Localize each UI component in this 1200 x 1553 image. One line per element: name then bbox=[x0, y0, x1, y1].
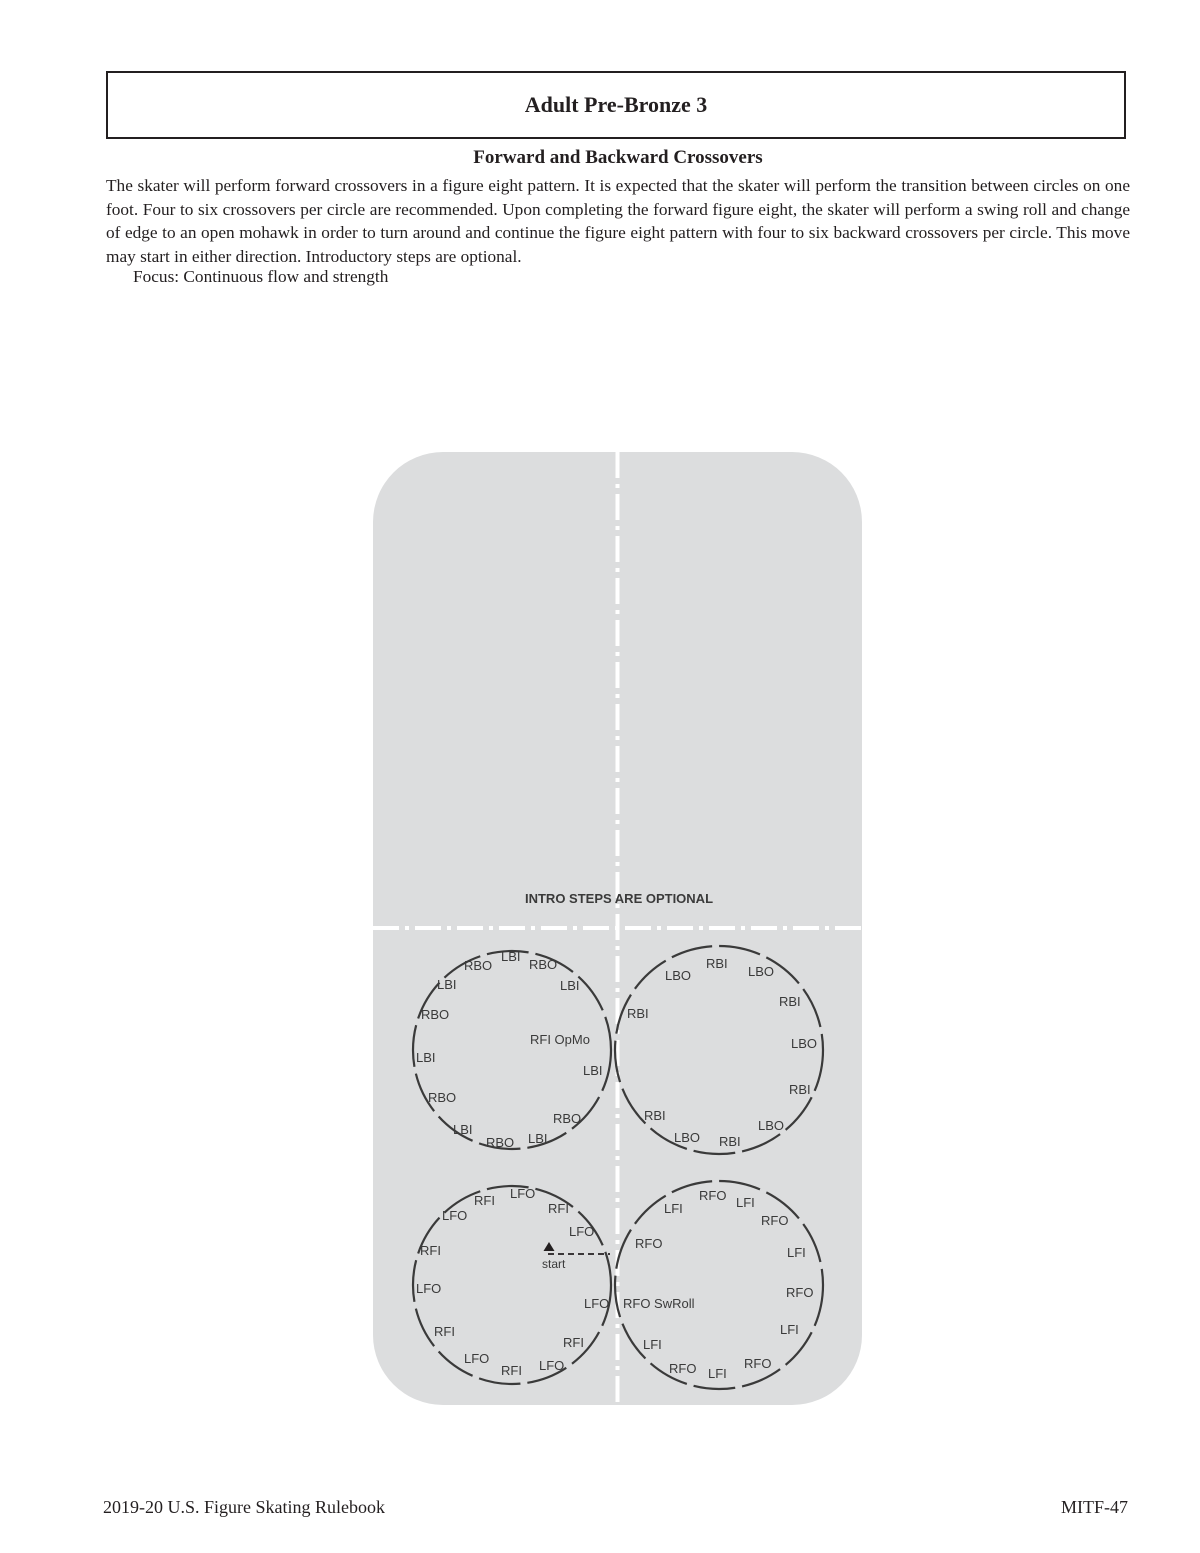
edge-label: LBO bbox=[758, 1118, 785, 1133]
edge-label: LFI bbox=[787, 1245, 806, 1260]
edge-label: RFO bbox=[761, 1213, 789, 1228]
footer-rulebook: 2019-20 U.S. Figure Skating Rulebook bbox=[103, 1497, 385, 1517]
edge-label: LFO bbox=[584, 1296, 610, 1311]
edge-label: RFI bbox=[501, 1363, 522, 1378]
footer-page-number: MITF-47 bbox=[1061, 1497, 1128, 1517]
edge-label: LBO bbox=[748, 964, 775, 979]
edge-label: LFI bbox=[780, 1322, 799, 1337]
edge-label: LBO bbox=[674, 1130, 701, 1145]
edge-label: LBI bbox=[560, 978, 580, 993]
edge-label: LFO bbox=[539, 1358, 565, 1373]
edge-label: RBO bbox=[428, 1090, 457, 1105]
edge-label: LFI bbox=[708, 1366, 727, 1381]
edge-label: LBO bbox=[791, 1036, 818, 1051]
edge-label: RBI bbox=[719, 1134, 741, 1149]
page-title: Adult Pre-Bronze 3 bbox=[524, 92, 708, 117]
edge-label: LFO bbox=[464, 1351, 490, 1366]
edge-label: RFI bbox=[563, 1335, 584, 1350]
edge-label: RFI bbox=[434, 1324, 455, 1339]
edge-label: LBI bbox=[416, 1050, 436, 1065]
edge-label: RBI bbox=[779, 994, 801, 1009]
edge-label: RFO bbox=[635, 1236, 663, 1251]
edge-label: RBO bbox=[421, 1007, 450, 1022]
edge-label: LBO bbox=[665, 968, 692, 983]
edge-label: LFI bbox=[664, 1201, 683, 1216]
edge-label: LFO bbox=[569, 1224, 595, 1239]
edge-label: RFO bbox=[699, 1188, 727, 1203]
edge-label: RBO bbox=[464, 958, 493, 973]
edge-label: LBI bbox=[528, 1131, 548, 1146]
edge-label: LBI bbox=[437, 977, 457, 992]
edge-label: RFO bbox=[744, 1356, 772, 1371]
edge-label: RFO SwRoll bbox=[623, 1296, 695, 1311]
edge-label: RFO bbox=[669, 1361, 697, 1376]
edge-label: RBO bbox=[553, 1111, 582, 1126]
edge-label: RFI bbox=[474, 1193, 495, 1208]
edge-label: RBO bbox=[486, 1135, 515, 1150]
edge-label: RFI bbox=[420, 1243, 441, 1258]
section-heading: Forward and Backward Crossovers bbox=[473, 147, 763, 168]
edge-label: LFO bbox=[442, 1208, 468, 1223]
edge-label: RBO bbox=[529, 957, 558, 972]
edge-label: LBI bbox=[453, 1122, 473, 1137]
edge-label: LBI bbox=[501, 949, 521, 964]
edge-label: LFI bbox=[736, 1195, 755, 1210]
edge-label: RBI bbox=[706, 956, 728, 971]
description-paragraph: The skater will perform forward crossovers in a figure eight pattern. It is expected that the skater will perform the transition between circles on one foot. Four to six crossovers per circle are recommended. Upon completing the forward figure eight, the skater will perform a swing roll and change of edge to an open mohawk in order to turn around and continue the figure eight pattern with four to six backward crossovers per circle. This move may start in either direction. Introductory steps are optional. bbox=[106, 176, 1130, 266]
focus-line: Focus: Continuous flow and strength bbox=[133, 267, 389, 286]
edge-label: RBI bbox=[789, 1082, 811, 1097]
edge-label: LFI bbox=[643, 1337, 662, 1352]
edge-label: LFO bbox=[416, 1281, 442, 1296]
edge-label: RFI OpMo bbox=[530, 1032, 590, 1047]
edge-label: RBI bbox=[627, 1006, 649, 1021]
edge-label: RBI bbox=[644, 1108, 666, 1123]
edge-label: RFI bbox=[548, 1201, 569, 1216]
start-label: start bbox=[542, 1257, 566, 1271]
edge-label: LFO bbox=[510, 1186, 536, 1201]
edge-label: LBI bbox=[583, 1063, 603, 1078]
intro-note: INTRO STEPS ARE OPTIONAL bbox=[524, 891, 714, 906]
edge-label: RFO bbox=[786, 1285, 814, 1300]
